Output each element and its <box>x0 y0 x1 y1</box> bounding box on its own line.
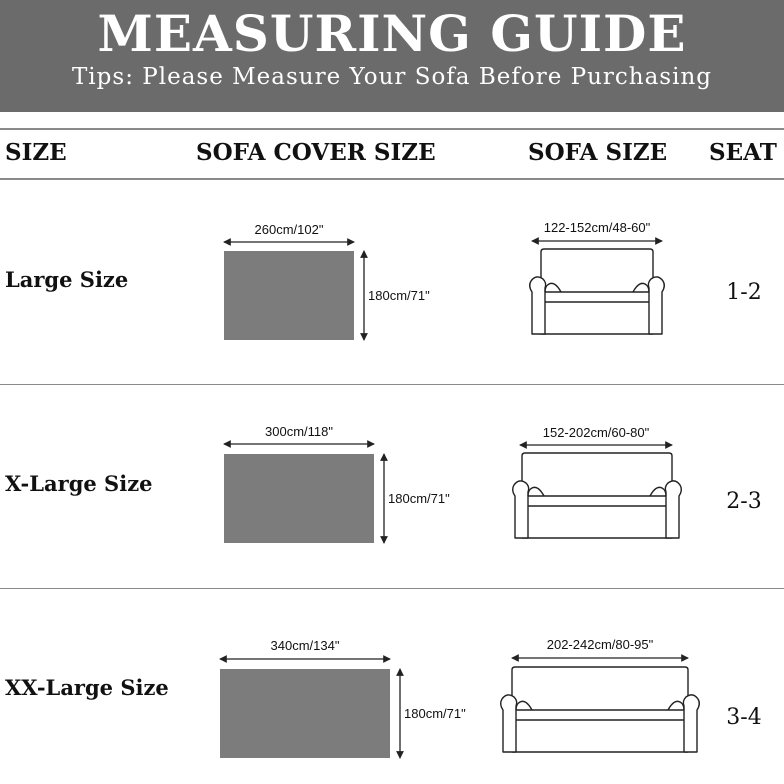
cover-height-label: 180cm/71" <box>388 491 450 506</box>
seat-count: 2-3 <box>726 489 762 514</box>
cover-width-label: 260cm/102" <box>254 222 324 237</box>
cover-width-label: 300cm/118" <box>265 424 333 439</box>
sofa-width-label: 202-242cm/80-95" <box>546 637 654 652</box>
column-header-sofa: SOFA SIZE <box>528 139 668 166</box>
row-label-x-large: X-Large Size <box>5 471 153 496</box>
page-subtitle: Tips: Please Measure Your Sofa Before Purchasing <box>71 64 713 90</box>
cover-height-label: 180cm/71" <box>368 288 430 303</box>
column-header-size: SIZE <box>5 139 67 166</box>
cover-height-label: 180cm/71" <box>404 706 466 721</box>
page-title: MEASURING GUIDE <box>97 4 687 63</box>
sofa-width-label: 122-152cm/48-60" <box>543 220 651 235</box>
column-header-seat: SEAT <box>709 139 777 166</box>
cover-swatch <box>220 669 390 758</box>
cover-width-label: 340cm/134" <box>270 638 340 653</box>
cover-swatch <box>224 454 374 543</box>
sofa-width-label: 152-202cm/60-80" <box>542 425 650 440</box>
loveseat-icon <box>527 248 667 336</box>
column-header-cover: SOFA COVER SIZE <box>196 139 436 166</box>
seat-count: 3-4 <box>726 705 762 730</box>
long-sofa-icon <box>498 666 702 754</box>
row-label-large: Large Size <box>5 267 129 292</box>
sofa-icon <box>510 452 684 540</box>
seat-count: 1-2 <box>726 280 762 305</box>
row-label-xx-large: XX-Large Size <box>5 675 169 700</box>
cover-swatch <box>224 251 354 340</box>
